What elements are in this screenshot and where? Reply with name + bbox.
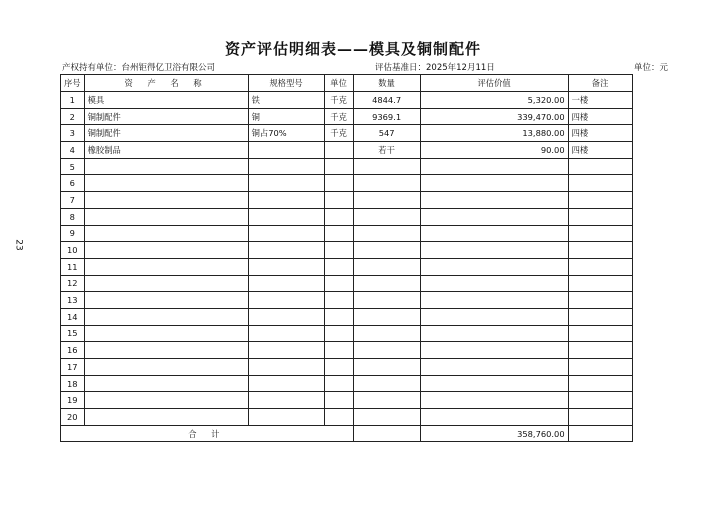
cell-name: 铜制配件 [84, 108, 248, 125]
cell-spec [248, 325, 324, 342]
table-row [61, 325, 633, 342]
table-row [61, 258, 633, 275]
cell-unit [324, 409, 353, 426]
cell-unit: 千克 [324, 125, 353, 142]
cell-name [84, 175, 248, 192]
cell-name [84, 242, 248, 259]
cell-qty [353, 325, 420, 342]
cell-no: 11 [61, 258, 85, 275]
header-qty: 数量 [353, 75, 420, 92]
cell-value [420, 275, 568, 292]
table-row [61, 158, 633, 175]
cell-no: 3 [61, 125, 85, 142]
table-header-row [61, 75, 633, 92]
cell-qty [353, 192, 420, 209]
cell-qty [353, 175, 420, 192]
cell-qty: 547 [353, 125, 420, 142]
table-row [61, 292, 633, 309]
table-row [61, 359, 633, 376]
cell-name [84, 192, 248, 209]
table-row [61, 192, 633, 209]
cell-unit [324, 275, 353, 292]
header-name: 资 产 名 称 [84, 75, 248, 92]
total-value: 358,760.00 [420, 425, 568, 442]
cell-note: 四楼 [568, 108, 632, 125]
cell-name [84, 225, 248, 242]
cell-unit [324, 359, 353, 376]
cell-note [568, 308, 632, 325]
table-row [61, 275, 633, 292]
cell-unit [324, 225, 353, 242]
cell-note [568, 225, 632, 242]
owner-label: 产权持有单位：台州钜得亿卫浴有限公司 [62, 63, 216, 73]
cell-name [84, 208, 248, 225]
total-note [568, 425, 632, 442]
cell-note [568, 175, 632, 192]
cell-spec [248, 342, 324, 359]
header-note: 备注 [568, 75, 632, 92]
cell-note [568, 375, 632, 392]
cell-note [568, 192, 632, 209]
cell-name [84, 409, 248, 426]
cell-note [568, 409, 632, 426]
cell-name: 橡胶制品 [84, 142, 248, 159]
table-row [61, 342, 633, 359]
cell-no: 7 [61, 192, 85, 209]
cell-value [420, 158, 568, 175]
cell-qty [353, 225, 420, 242]
cell-note [568, 392, 632, 409]
header-no: 序号 [61, 75, 85, 92]
cell-unit [324, 258, 353, 275]
cell-unit [324, 192, 353, 209]
cell-spec [248, 192, 324, 209]
cell-spec [248, 175, 324, 192]
cell-name [84, 375, 248, 392]
table-row [61, 125, 633, 142]
valuation-date-label: 评估基准日：2025年12月11日 [375, 63, 495, 73]
cell-qty [353, 392, 420, 409]
cell-qty [353, 375, 420, 392]
cell-no: 8 [61, 208, 85, 225]
cell-value [420, 192, 568, 209]
cell-value [420, 225, 568, 242]
cell-note [568, 158, 632, 175]
cell-unit [324, 158, 353, 175]
cell-qty: 4844.7 [353, 92, 420, 109]
cell-spec [248, 158, 324, 175]
cell-value [420, 409, 568, 426]
cell-qty [353, 342, 420, 359]
cell-note [568, 242, 632, 259]
cell-unit [324, 375, 353, 392]
cell-name [84, 392, 248, 409]
cell-unit [324, 392, 353, 409]
total-row [61, 425, 633, 442]
cell-value [420, 292, 568, 309]
page-number: 23 [13, 239, 24, 251]
cell-spec [248, 242, 324, 259]
cell-spec: 铁 [248, 92, 324, 109]
cell-name [84, 325, 248, 342]
cell-value [420, 175, 568, 192]
cell-qty [353, 409, 420, 426]
cell-spec [248, 392, 324, 409]
table-row [61, 375, 633, 392]
cell-no: 5 [61, 158, 85, 175]
cell-note [568, 208, 632, 225]
cell-no: 17 [61, 359, 85, 376]
cell-note: 四楼 [568, 125, 632, 142]
cell-spec [248, 375, 324, 392]
table-row [61, 142, 633, 159]
cell-unit [324, 175, 353, 192]
cell-qty [353, 208, 420, 225]
cell-value [420, 392, 568, 409]
cell-unit [324, 242, 353, 259]
cell-note [568, 342, 632, 359]
cell-qty [353, 258, 420, 275]
cell-unit [324, 142, 353, 159]
cell-no: 15 [61, 325, 85, 342]
cell-spec [248, 142, 324, 159]
cell-no: 1 [61, 92, 85, 109]
cell-unit: 千克 [324, 108, 353, 125]
cell-no: 10 [61, 242, 85, 259]
cell-no: 13 [61, 292, 85, 309]
header-spec: 规格型号 [248, 75, 324, 92]
cell-unit [324, 325, 353, 342]
document-title: 资产评估明细表——模具及铜制配件 [224, 40, 481, 58]
cell-value: 90.00 [420, 142, 568, 159]
cell-spec: 铜 [248, 108, 324, 125]
cell-name: 铜制配件 [84, 125, 248, 142]
cell-spec: 铜占70% [248, 125, 324, 142]
cell-no: 20 [61, 409, 85, 426]
cell-spec [248, 208, 324, 225]
cell-qty: 若干 [353, 142, 420, 159]
table-row [61, 92, 633, 109]
cell-no: 2 [61, 108, 85, 125]
header-value: 评估价值 [420, 75, 568, 92]
cell-spec [248, 258, 324, 275]
cell-value [420, 258, 568, 275]
total-qty [353, 425, 420, 442]
cell-qty [353, 158, 420, 175]
table-row [61, 242, 633, 259]
cell-note [568, 359, 632, 376]
cell-spec [248, 225, 324, 242]
cell-name [84, 359, 248, 376]
cell-qty [353, 308, 420, 325]
cell-unit [324, 308, 353, 325]
cell-name [84, 342, 248, 359]
cell-name [84, 275, 248, 292]
cell-value [420, 242, 568, 259]
cell-qty [353, 242, 420, 259]
cell-spec [248, 359, 324, 376]
table-row [61, 308, 633, 325]
cell-qty [353, 359, 420, 376]
table-row [61, 108, 633, 125]
cell-spec [248, 292, 324, 309]
cell-name [84, 292, 248, 309]
cell-value: 339,470.00 [420, 108, 568, 125]
cell-no: 6 [61, 175, 85, 192]
cell-value: 13,880.00 [420, 125, 568, 142]
cell-qty: 9369.1 [353, 108, 420, 125]
cell-no: 18 [61, 375, 85, 392]
cell-no: 4 [61, 142, 85, 159]
cell-no: 12 [61, 275, 85, 292]
cell-no: 14 [61, 308, 85, 325]
cell-value [420, 325, 568, 342]
cell-name [84, 258, 248, 275]
cell-unit [324, 342, 353, 359]
table-row [61, 392, 633, 409]
cell-note [568, 275, 632, 292]
cell-no: 16 [61, 342, 85, 359]
cell-value [420, 342, 568, 359]
cell-value: 5,320.00 [420, 92, 568, 109]
table-row [61, 225, 633, 242]
cell-spec [248, 275, 324, 292]
cell-no: 19 [61, 392, 85, 409]
cell-value [420, 308, 568, 325]
cell-note [568, 258, 632, 275]
cell-name: 模具 [84, 92, 248, 109]
cell-spec [248, 308, 324, 325]
cell-value [420, 208, 568, 225]
cell-note: 一楼 [568, 92, 632, 109]
currency-unit-label: 单位：元 [633, 63, 668, 73]
cell-note [568, 325, 632, 342]
cell-spec [248, 409, 324, 426]
cell-value [420, 375, 568, 392]
cell-unit [324, 208, 353, 225]
asset-detail-table [60, 74, 633, 442]
cell-qty [353, 275, 420, 292]
cell-unit [324, 292, 353, 309]
total-label: 合 计 [61, 425, 354, 442]
table-row [61, 208, 633, 225]
table-row [61, 175, 633, 192]
cell-note: 四楼 [568, 142, 632, 159]
cell-name [84, 308, 248, 325]
cell-value [420, 359, 568, 376]
table-row [61, 409, 633, 426]
cell-no: 9 [61, 225, 85, 242]
cell-name [84, 158, 248, 175]
cell-qty [353, 292, 420, 309]
cell-note [568, 292, 632, 309]
header-unit: 单位 [324, 75, 353, 92]
cell-unit: 千克 [324, 92, 353, 109]
